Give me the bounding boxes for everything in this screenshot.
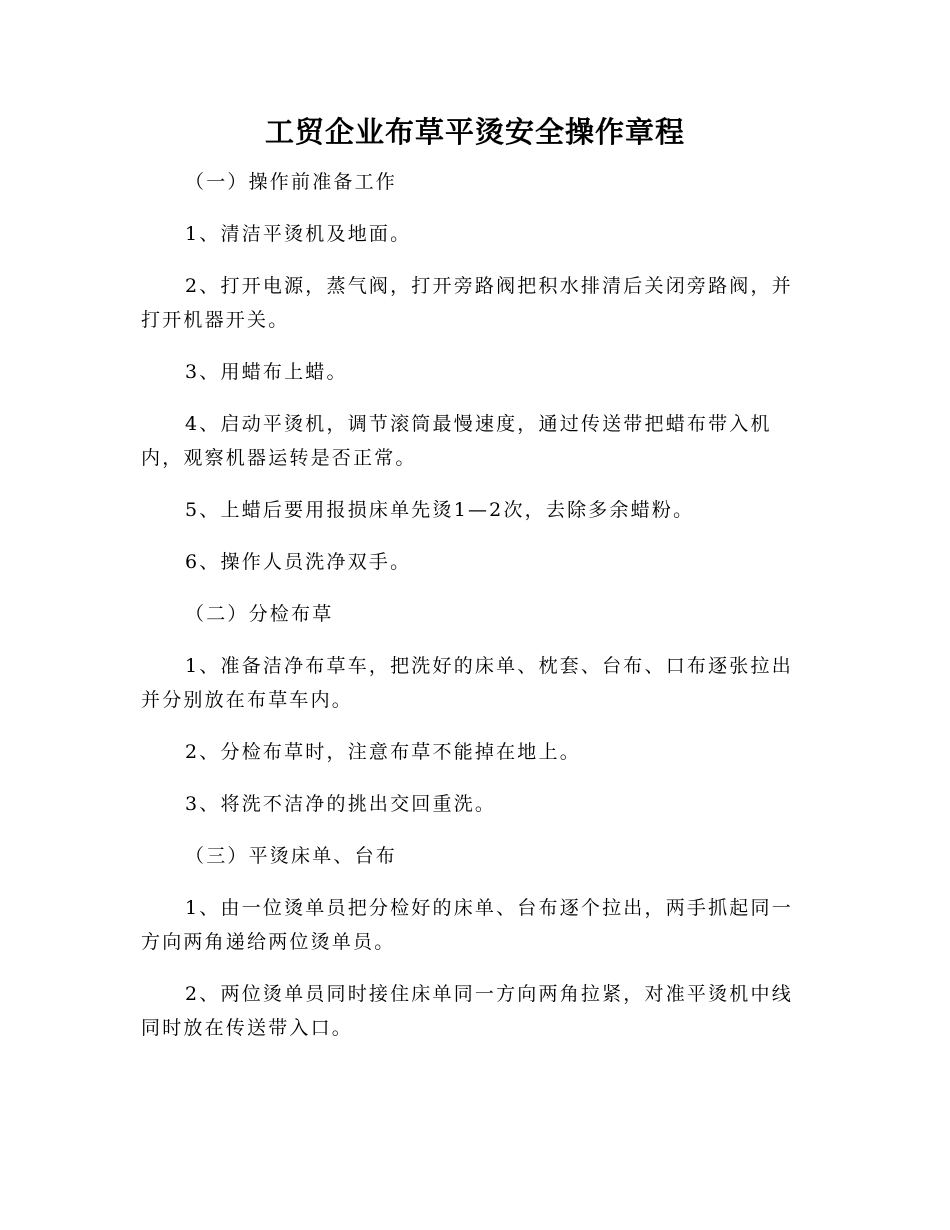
paragraph: 1、准备洁净布草车，把洗好的床单、枕套、台布、口布逐张拉出并分别放在布草车内。 <box>141 655 793 711</box>
document-body <box>141 165 811 1063</box>
section-heading-2: （二）分检布草 <box>185 603 334 625</box>
section-heading-3: （三）平烫床单、台布 <box>185 845 398 867</box>
page-title: 工贸企业布草平烫安全操作章程 <box>264 115 685 149</box>
paragraph: 2、打开电源，蒸气阀，打开旁路阀把积水排清后关闭旁路阀，并打开机器开关。 <box>141 275 793 331</box>
paragraph: 2、分检布草时，注意布草不能掉在地上。 <box>185 741 581 763</box>
paragraph: 2、两位烫单员同时接住床单同一方向两角拉紧，对准平烫机中线同时放在传送带入口。 <box>141 983 793 1039</box>
paragraph: 1、清洁平烫机及地面。 <box>185 223 412 245</box>
paragraph: 1、由一位烫单员把分检好的床单、台布逐个拉出，两手抓起同一方向两角递给两位烫单员。 <box>141 897 793 953</box>
paragraph: 3、用蜡布上蜡。 <box>185 361 348 383</box>
paragraph: 3、将洗不洁净的挑出交回重洗。 <box>185 793 497 815</box>
section-heading-1: （一）操作前准备工作 <box>185 171 398 193</box>
paragraph: 6、操作人员洗净双手。 <box>185 551 412 573</box>
paragraph: 5、上蜡后要用报损床单先烫1—2次，去除多余蜡粉。 <box>185 499 695 521</box>
paragraph: 4、启动平烫机，调节滚筒最慢速度，通过传送带把蜡布带入机内，观察机器运转是否正常。 <box>141 413 772 469</box>
